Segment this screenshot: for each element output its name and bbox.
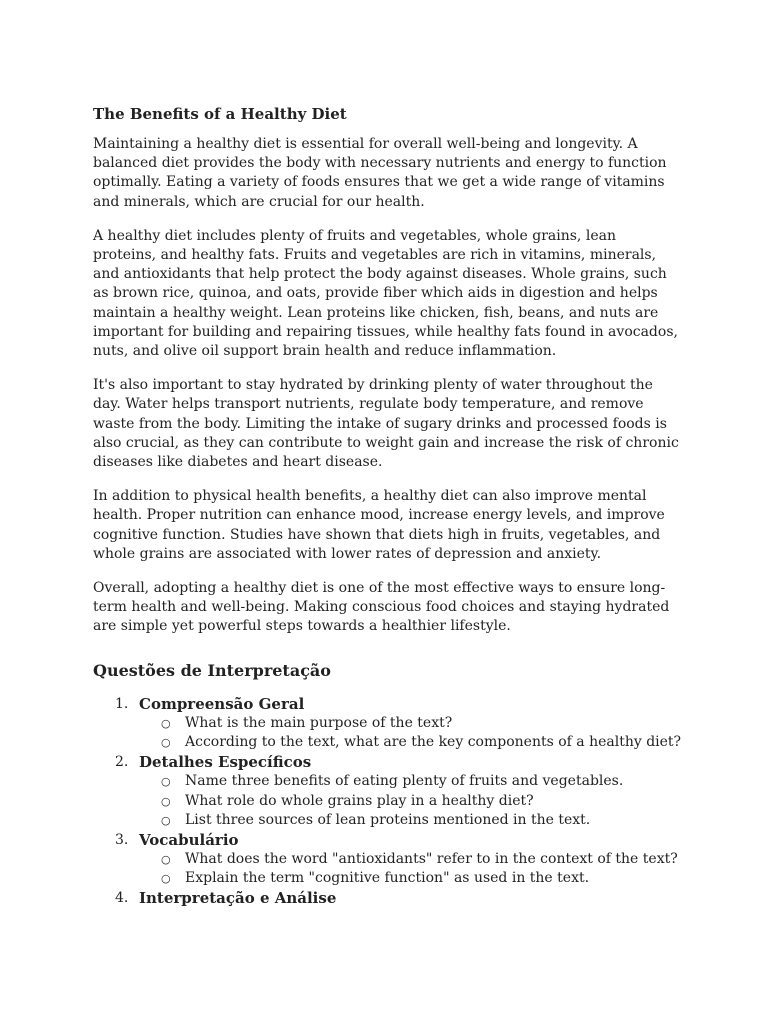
- paragraph: Maintaining a healthy diet is essential for overall well-being and longevity. A balanced diet provides the body with necessary nutrients and energy to function optimally. Eating a variety of foods ensures that we get a wide range of vitamins and minerals, which are crucial for our health.: [93, 136, 667, 210]
- question-group: [93, 695, 683, 753]
- circle-bullet-icon: ○: [161, 717, 171, 731]
- sub-question-text: What is the main purpose of the text?: [185, 715, 453, 732]
- sub-question: [139, 869, 683, 888]
- question-heading: Detalhes Específicos: [139, 752, 312, 771]
- document-page: [93, 104, 683, 908]
- sub-question-text: According to the text, what are the key components of a healthy diet?: [185, 734, 682, 751]
- sub-question: [139, 772, 683, 791]
- circle-bullet-icon: ○: [161, 775, 171, 789]
- circle-bullet-icon: ○: [161, 736, 171, 750]
- question-number: 1.: [115, 695, 129, 712]
- question-heading: Compreensão Geral: [139, 694, 305, 713]
- document-title: The Benefits of a Healthy Diet: [93, 105, 347, 123]
- sub-question-text: Name three benefits of eating plenty of fruits and vegetables.: [185, 773, 624, 790]
- sub-question-list: [139, 772, 683, 830]
- sub-question: [139, 714, 683, 733]
- paragraph: In addition to physical health benefits, a healthy diet can also improve mental health. Proper nutrition can enhance mood, increase energy levels, and improve cognitive function. Studies have shown that diets high in fruits, vegetables, and whole grains are associated with lower rates of depression and anxiety.: [93, 488, 665, 562]
- sub-question: [139, 850, 683, 869]
- question-number: 2.: [115, 753, 129, 770]
- questions-list: [93, 695, 683, 908]
- sub-question-text: Explain the term "cognitive function" as used in the text.: [185, 870, 590, 887]
- question-group: [93, 753, 683, 831]
- circle-bullet-icon: ○: [161, 852, 171, 866]
- sub-question-list: [139, 714, 683, 753]
- question-heading: Vocabulário: [139, 830, 239, 849]
- paragraph: Overall, adopting a healthy diet is one of the most effective ways to ensure long-term health and well-being. Making conscious food choices and staying hydrated are simple yet powerful steps towards a healthier lifestyle.: [93, 580, 670, 635]
- paragraph: A healthy diet includes plenty of fruits and vegetables, whole grains, lean proteins, and healthy fats. Fruits and vegetables are rich in vitamins, minerals, and antioxidants that help protect the body against diseases. Whole grains, such as brown rice, quinoa, and oats, provide fiber which aids in digestion and helps maintain a healthy weight. Lean proteins like chicken, fish, beans, and nuts are important for building and repairing tissues, while healthy fats found in avocados, nuts, and olive oil support brain health and reduce inflammation.: [93, 227, 678, 360]
- sub-question: [139, 811, 683, 830]
- question-number: 3.: [115, 831, 129, 848]
- sub-question-list: [139, 850, 683, 889]
- question-heading: Interpretação e Análise: [139, 888, 337, 907]
- paragraph: It's also important to stay hydrated by drinking plenty of water throughout the day. Water helps transport nutrients, regulate body temperature, and remove waste from the body. Limiting the intake of sugary drinks and processed foods is also crucial, as they can contribute to weight gain and increase the risk of chronic diseases like diabetes and heart disease.: [93, 377, 679, 471]
- sub-question-text: What role do whole grains play in a healthy diet?: [185, 792, 534, 809]
- sub-question: [139, 733, 683, 752]
- circle-bullet-icon: ○: [161, 814, 171, 828]
- circle-bullet-icon: ○: [161, 872, 171, 886]
- questions-section-title: Questões de Interpretação: [93, 660, 331, 680]
- circle-bullet-icon: ○: [161, 794, 171, 808]
- sub-question-text: What does the word "antioxidants" refer to in the context of the text?: [185, 850, 678, 867]
- sub-question-text: List three sources of lean proteins mentioned in the text.: [185, 812, 591, 829]
- question-group: [93, 831, 683, 889]
- sub-question: [139, 792, 683, 811]
- question-group: [93, 889, 683, 908]
- question-number: 4.: [115, 889, 129, 906]
